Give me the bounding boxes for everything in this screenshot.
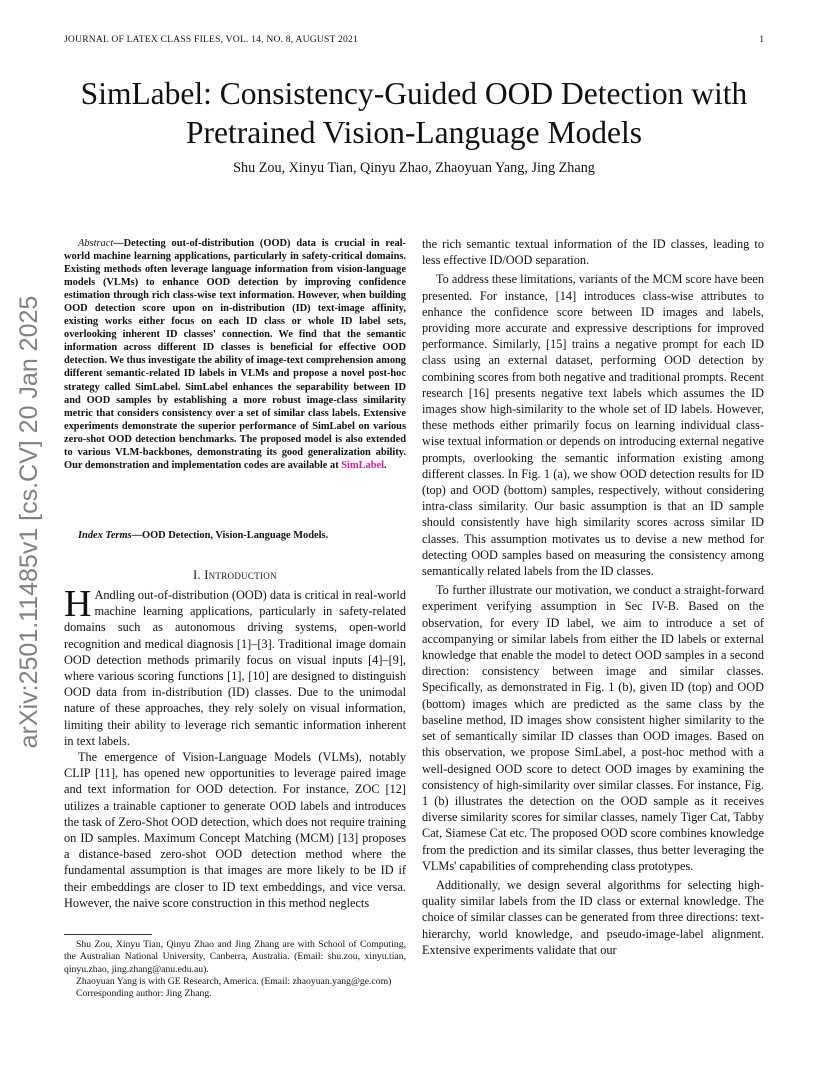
footnote-divider [64,934,152,935]
section-numeral: I. [193,568,201,582]
footnote-affiliation: Shu Zou, Xinyu Tian, Qinyu Zhao and Jing Zhang are with School of Computing, the Australian National University, Canberra, Australia. (Email: shu.zou, xinyu.tian, qinyu.zhao, jing.zhang@anu.edu.au). [64,939,406,975]
index-terms-lead: Index Terms [78,530,132,541]
right-paragraph-2: To address these limitations, variants of the MCM score have been presented. For instance, [14] introduces class-wise attributes to enhance the confidence score between ID images and labels, providing more accurate and expressive descriptions for improved performance. Similarly, [15] trains a negative prompt for each ID class using an external dataset, performing OOD detection by combining scores from both negative and traditional prompts. Recent research [16] presents negative text labels which assumes the ID images show high-similarity to the whole set of ID labels. However, these methods either primarily focus on learning individual class-wise textual information or depends on introducing external negative prompts, overlooking the semantic information existing among different classes. In Fig. 1 (a), we show OOD detection results for ID (top) and OOD (bottom) samples, respectively, without considering intra-class similarity. Our basic assumption is that an ID sample should consistently have high similarity scores across similar ID classes. This assumption motivates us to devise a new method for detecting OOD samples based on measuring the consistency among semantically related labels from the ID classes. [422,272,764,579]
paper-title: SimLabel: Consistency-Guided OOD Detection with Pretrained Vision-Language Models [80,76,748,150]
intro-paragraph-1 [64,583,406,749]
footnotes [64,939,406,1000]
abstract [64,237,406,472]
right-paragraph-1: the rich semantic textual information of the ID classes, leading to less effective ID/OOD separation. [422,237,764,268]
running-head: JOURNAL OF LATEX CLASS FILES, VOL. 14, NO. 8, AUGUST 2021 [64,34,358,45]
intro-paragraph-2: The emergence of Vision-Language Models (VLMs), notably CLIP [11], has opened new opportunities to leverage paired image and text information for OOD detection. For instance, ZOC [12] utilizes a trainable captioner to generate OOD labels and introduces the task of Zero-Shot OOD detection, which does not require training on ID samples. Maximum Concept Matching (MCM) [13] proposes a distance-based zero-shot OOD detection method where the fundamental assumption is that images are more likely to be ID if their embeddings are closer to ID text embeddings, and vice versa. However, the naive score construction in this method neglects [64,750,406,910]
author-list: Shu Zou, Xinyu Tian, Qinyu Zhao, Zhaoyuan Yang, Jing Zhang [233,160,595,176]
arxiv-identifier: arXiv:2501.11485v1 [cs.CV] 20 Jan 2025 [15,295,43,749]
section-title: Introduction [204,568,277,582]
drop-cap: H [64,583,92,625]
right-column [422,236,764,961]
index-terms [64,529,406,542]
abstract-end: . [384,459,387,471]
intro-p1-text: Andling out-of-distribution (OOD) data is critical in real-world machine learning applications, particularly in safety-related domains such as autonomous driving systems, open-world recognition and medical diagnosis [1]–[3]. Traditional image domain OOD detection methods primarily focus on visual inputs [4]–[9], where various scoring functions [1], [10] are designed to distinguish OOD data from in-distribution (ID) classes. Due to the unimodal nature of these approaches, they rely solely on visual information, limiting their ability to leverage rich semantic information inherent in text labels. [64,588,406,748]
right-paragraph-3: To further illustrate our motivation, we conduct a straight-forward experiment verifying assumption in Sec IV-B. Based on the observation, for every ID label, we aim to introduce a set of accompanying or similar labels from either the ID labels or external knowledge that enable the model to detect OOD samples in a second direction: consistency between image and similar classes. Specifically, as demonstrated in Fig. 1 (b), given ID (top) and OOD (bottom) images which are predicted as the same class by the baseline method, ID images show consistent higher similarity to the set of semantically similar ID classes than OOD images. Based on this observation, we propose SimLabel, a post-hoc method with a well-designed OOD score to detect OOD images by examining the consistency of high-similarity over similar classes. For instance, Fig. 1 (b) illustrates the detection on the OOD sample as it receives diverse similarity scores for similar classes, namely Tiger Cat, Tabby Cat, Siamese Cat etc. The proposed OOD score combines knowledge from the prediction and its similar classes, thus better leveraging the VLMs' capabilities of comprehending class prototypes. [422,583,764,873]
section-heading [64,567,406,583]
abstract-lead: Abstract [78,238,114,249]
page-number: 1 [759,34,764,45]
index-terms-text: —OOD Detection, Vision-Language Models. [131,530,329,541]
footnote-affiliation-2: Zhaoyuan Yang is with GE Research, America. (Email: zhaoyuan.yang@ge.com) [76,975,392,987]
abstract-text: —Detecting out-of-distribution (OOD) data is crucial in real-world machine learning applications, particularly in safety-critical domains. Existing methods often leverage language information from vision-language models (VLMs) to enhance OOD detection by improving confidence estimation through rich class-wise text information. However, when building OOD detection score upon on in-distribution (ID) text-image affinity, existing works either focus on each ID class or whole ID label sets, overlooking inherent ID classes' connection. We find that the semantic information across different ID classes is beneficial for effective OOD detection. We thus investigate the ability of image-text comprehension among different semantic-related ID labels in VLMs and propose a novel post-hoc strategy called SimLabel. SimLabel enhances the separability between ID and OOD samples by establishing a more robust image-class similarity metric that considers consistency over a set of similar class labels. Extensive experiments demonstrate the superior performance of SimLabel on various zero-shot OOD detection benchmarks. The proposed model is also extended to various VLM-backbones, demonstrating its good generalization ability. Our demonstration and implementation codes are available at [64,238,406,471]
footnote-corresponding: Corresponding author: Jing Zhang. [76,988,212,1000]
simlabel-link[interactable]: SimLabel [341,459,385,471]
right-paragraph-4: Additionally, we design several algorithms for selecting high-quality similar labels from the ID class or external knowledge. The choice of similar classes can be generated from three directions: text-hierarchy, world knowledge, and pseudo-image-label alignment. Extensive experiments validate that our [422,877,764,957]
